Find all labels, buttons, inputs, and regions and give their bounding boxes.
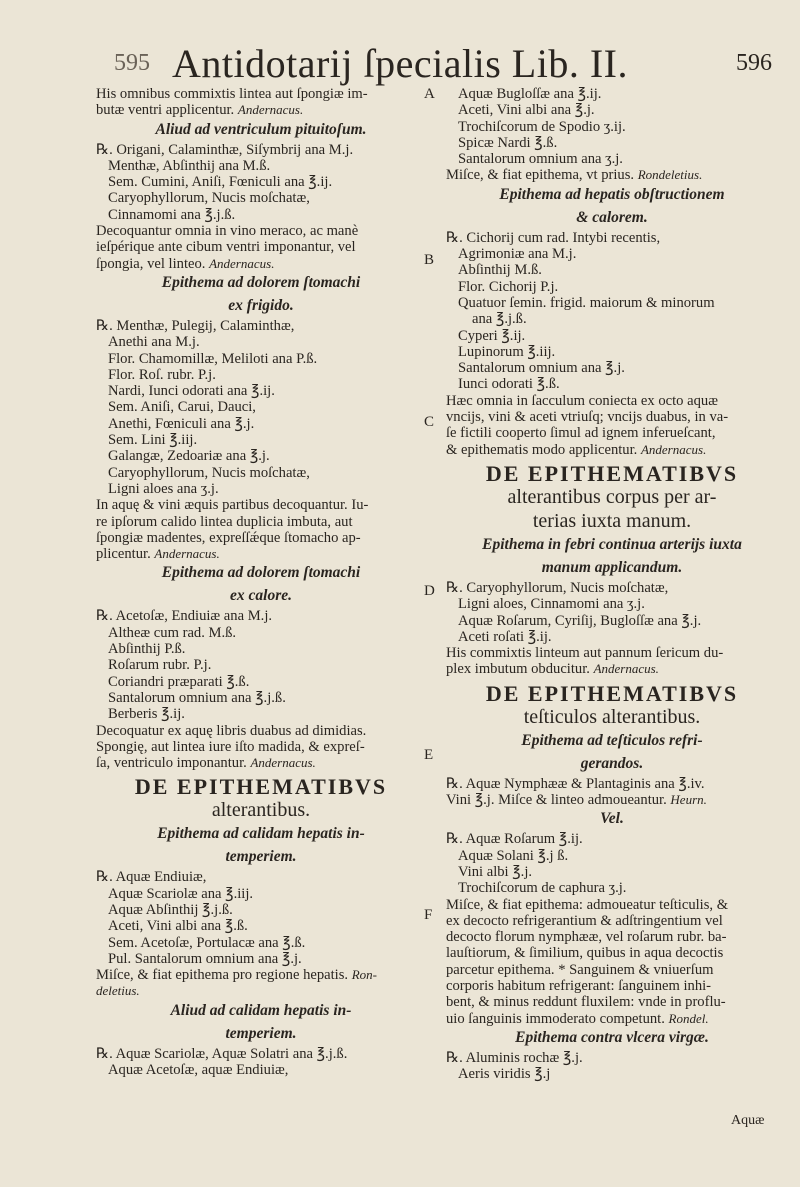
line-text: decocto florum nymphææ, vel roſarum rubr. ba- (446, 929, 727, 946)
margin-marker-e: E (424, 747, 434, 763)
line-text: Menthæ, Abſinthij ana M.ß. (108, 157, 271, 174)
line-text: alterantibus. (211, 799, 311, 822)
recipe-line (96, 902, 426, 918)
recipe-line (96, 158, 426, 174)
line-text: Vini ℥.j. Miſce & linteo admoueantur. (446, 792, 667, 809)
line-text: Epithema ad calidam hepatis in- (157, 825, 365, 843)
line-text: ſpongiæ madentes, expreſſǽque ſtomacho ap- (96, 529, 361, 546)
author-citation: Andernacus. (250, 755, 316, 771)
text-line (96, 256, 426, 272)
text-line (96, 223, 426, 239)
section-heading (96, 823, 426, 846)
line-text: Anethi ana M.j. (108, 334, 200, 351)
text-line (446, 776, 778, 792)
chapter-subheading (446, 486, 778, 508)
left-column (96, 86, 426, 1078)
chapter-subheading (96, 799, 426, 821)
recipe-line (96, 641, 426, 657)
line-text: Altheæ cum rad. M.ß. (108, 624, 237, 641)
recipe-line (446, 151, 778, 167)
section-heading (446, 808, 778, 831)
line-text: Miſce, & fiat epithema: admoueatur teſticulis, & (446, 896, 729, 913)
line-text: ſe fictili cooperto ſimul ad ignem inferueſcant, (446, 425, 716, 442)
line-text: ℞. Aquæ Nymphææ & Plantaginis ana ℥.iv. (446, 775, 705, 792)
recipe-line (96, 625, 426, 641)
line-text: Galangæ, Zedoariæ ana ℥.j. (108, 448, 270, 465)
author-citation: Andernacus. (593, 661, 659, 677)
line-text: Flor. Roſ. rubr. P.j. (108, 366, 216, 383)
line-text: ℞. Menthæ, Pulegij, Calaminthæ, (96, 317, 295, 334)
recipe-line (96, 334, 426, 350)
text-line (96, 739, 426, 755)
line-text: Berberis ℥.ij. (108, 706, 185, 723)
text-line (446, 962, 778, 978)
line-text: Aquæ Acetoſæ, aquæ Endiuiæ, (108, 1062, 289, 1079)
line-text: ieſpérique ante cibum ventri imponantur, vel (96, 239, 356, 256)
recipe-line (446, 848, 778, 864)
line-text: & calorem. (576, 208, 648, 226)
text-line (96, 514, 426, 530)
recipe-line (446, 880, 778, 896)
line-text: Aquæ Roſarum, Cyriſij, Bugloſſæ ana ℥.j. (458, 612, 702, 629)
margin-marker-c: C (424, 414, 435, 430)
line-text: Santalorum omnium ana ℥.j. (458, 360, 625, 377)
text-line (96, 102, 426, 118)
line-text: Sem. Cumini, Aniſi, Fœniculi ana ℥.ij. (108, 174, 333, 191)
line-text: Aquæ Solani ℥.j ß. (458, 847, 569, 864)
text-line (446, 409, 778, 425)
text-line (446, 580, 778, 596)
chapter-heading (446, 462, 778, 486)
line-text: His commixtis linteum aut pannum ſericum du- (446, 645, 724, 662)
author-citation: Andernacus. (640, 441, 707, 457)
recipe-line (446, 360, 778, 376)
author-citation: Rondeletius. (637, 167, 703, 183)
line-text: Agrimoniæ ana M.j. (458, 246, 577, 263)
line-text: Flor. Cichorij P.j. (458, 278, 559, 295)
line-text: Epithema ad teſticulos refri- (521, 731, 703, 749)
line-text: Cyperi ℥.ij. (458, 327, 526, 344)
author-citation: Ron- (351, 967, 378, 983)
text-line (96, 723, 426, 739)
text-line (96, 86, 426, 102)
section-heading (96, 1000, 426, 1023)
recipe-line (446, 135, 778, 151)
line-text: ſa, ventriculo imponantur. (96, 755, 247, 772)
line-text: ex frigido. (228, 296, 294, 314)
line-text: Hæc omnia in ſacculum coniecta ex octo aquæ (446, 392, 718, 409)
margin-marker-a: A (424, 86, 435, 102)
line-text: Decoquantur omnia in vino meraco, ac manè (96, 223, 359, 240)
line-text: Ligni aloes, Cinnamomi ana ʒ.j. (458, 596, 645, 613)
chapter-heading (96, 775, 426, 799)
line-text: In aquę & vini æquis partibus decoquantur. Iu- (96, 497, 369, 514)
text-line (96, 869, 426, 885)
section-heading (446, 730, 778, 753)
recipe-line (96, 886, 426, 902)
recipe-line (446, 344, 778, 360)
text-line (446, 393, 778, 409)
line-text: ℞. Caryophyllorum, Nucis moſchatæ, (446, 579, 669, 596)
line-text: Vini albi ℥.j. (458, 863, 533, 880)
line-text: Lupinorum ℥.iij. (458, 343, 556, 360)
recipe-line (96, 367, 426, 383)
section-heading (446, 753, 778, 776)
recipe-line (96, 174, 426, 190)
line-text: Epithema in febri continua arterijs iuxta (482, 535, 742, 553)
line-text: alterantibus corpus per ar- (507, 485, 717, 508)
section-heading (96, 119, 426, 142)
author-citation: Heurn. (670, 792, 707, 808)
line-text: Epithema contra vlcera virgæ. (515, 1028, 709, 1046)
line-text: Aliud ad ventriculum pituitoſum. (155, 120, 367, 138)
line-text: Epithema ad dolorem ſtomachi (161, 564, 361, 582)
text-line (446, 167, 778, 183)
line-text: Epithema ad hepatis obſtructionem (499, 185, 725, 203)
line-text: ℞. Aquæ Scariolæ, Aquæ Solatri ana ℥.j.ß. (96, 1045, 348, 1062)
line-text: Santalorum omnium ana ℥.j.ß. (108, 689, 286, 706)
author-citation: Andernacus. (237, 102, 304, 118)
line-text: plex imbutum obducitur. (446, 661, 590, 678)
line-text: Decoquatur ex aquę libris duabus ad dimidias. (96, 722, 367, 739)
line-text: Quatuor ſemin. frigid. maiorum & minorum (458, 294, 715, 311)
author-citation: Andernacus. (209, 255, 275, 271)
line-text: bent, & minus reddunt fluxilem: vnde in proflu- (446, 994, 726, 1011)
line-text: teſticulos alterantibus. (523, 705, 701, 728)
line-text: Aceti, Vini albi ana ℥.j. (458, 102, 595, 119)
author-citation: deletius. (96, 983, 140, 999)
line-text: re ipſorum calido lintea duplicia imbuta, aut (96, 513, 353, 530)
line-text: Nardi, Iunci odorati ana ℥.ij. (108, 383, 275, 400)
line-text: uio ſanguinis immoderato competunt. (446, 1010, 665, 1027)
line-text: Abſinthij M.ß. (458, 262, 542, 279)
text-line (446, 230, 778, 246)
recipe-line (446, 295, 778, 311)
recipe-line (446, 596, 778, 612)
recipe-line (96, 481, 426, 497)
recipe-line (446, 119, 778, 135)
recipe-line (96, 690, 426, 706)
chapter-heading (446, 682, 778, 706)
section-heading (96, 295, 426, 318)
line-text: ℞. Cichorij cum rad. Intybi recentis, (446, 229, 661, 246)
line-text: Miſce, & fiat epithema, vt prius. (446, 167, 635, 184)
recipe-line (96, 706, 426, 722)
line-text: butæ ventri applicentur. (96, 102, 235, 119)
line-text: ℞. Aquæ Endiuiæ, (96, 869, 207, 886)
page-number-right: 596 (736, 50, 772, 76)
line-text: DE EPITHEMATIBVS (485, 460, 739, 486)
text-line (446, 645, 778, 661)
line-text: ex calore. (230, 587, 292, 605)
line-text: Anethi, Fœniculi ana ℥.j. (108, 415, 255, 432)
line-text: & epithematis modo applicentur. (446, 441, 638, 458)
recipe-line (96, 951, 426, 967)
section-heading (446, 1027, 778, 1050)
line-text: Vel. (600, 810, 624, 828)
section-heading (96, 1023, 426, 1046)
recipe-line (96, 448, 426, 464)
recipe-line (96, 399, 426, 415)
text-line (446, 913, 778, 929)
text-line (446, 792, 778, 808)
recipe-line (446, 629, 778, 645)
line-text: Caryophyllorum, Nucis moſchatæ, (108, 190, 310, 207)
line-text: gerandos. (580, 754, 644, 772)
line-text: Trochiſcorum de caphura ʒ.j. (458, 880, 627, 897)
margin-marker-f: F (424, 907, 433, 923)
text-line (96, 967, 426, 983)
recipe-line (446, 86, 778, 102)
right-column (446, 86, 778, 1082)
margin-marker-d: D (424, 583, 435, 599)
line-text: Ligni aloes ana ʒ.j. (108, 480, 219, 497)
line-text: Aceti roſati ℥.ij. (458, 628, 552, 645)
recipe-line (446, 864, 778, 880)
text-line (96, 142, 426, 158)
line-text: ℞. Aquæ Roſarum ℥.ij. (446, 831, 583, 848)
line-text: Aliud ad calidam hepatis in- (170, 1001, 352, 1019)
line-text: ℞. Acetoſæ, Endiuiæ ana M.j. (96, 608, 273, 625)
recipe-line (96, 1062, 426, 1078)
line-text: Epithema ad dolorem ſtomachi (161, 273, 361, 291)
section-heading (96, 846, 426, 869)
line-text: Flor. Chamomillæ, Meliloti ana P.ß. (108, 350, 318, 367)
line-text: Aquæ Scariolæ ana ℥.iij. (108, 885, 254, 902)
line-text: Iunci odorati ℥.ß. (458, 376, 560, 393)
recipe-line (96, 465, 426, 481)
text-line (446, 929, 778, 945)
running-title: Antidotarij ſpecialis Lib. II. (172, 41, 628, 86)
line-text: DE EPITHEMATIBVS (134, 774, 388, 800)
line-text: parcetur epithema. * Sanguinem & vniuerſum (446, 961, 714, 978)
recipe-line (446, 102, 778, 118)
line-text: Cinnamomi ana ℥.j.ß. (108, 206, 236, 223)
line-text: ex decocto refrigerantium & adſtringentium vel (446, 912, 723, 929)
text-line (446, 994, 778, 1010)
text-line (96, 983, 426, 999)
line-text: ℞. Origani, Calaminthæ, Siſymbrij ana M.j. (96, 141, 354, 158)
line-text: Aquæ Abſinthij ℥.j.ß. (108, 901, 233, 918)
author-citation: Rondel. (668, 1010, 709, 1026)
line-text: terias iuxta manum. (532, 509, 692, 532)
recipe-line (96, 657, 426, 673)
line-text: DE EPITHEMATIBVS (485, 680, 739, 706)
text-line (446, 425, 778, 441)
text-line (96, 239, 426, 255)
recipe-line (446, 1066, 778, 1082)
recipe-line (446, 328, 778, 344)
section-heading (446, 534, 778, 557)
line-text: Trochiſcorum de Spodio ʒ.ij. (458, 118, 626, 135)
recipe-line (96, 351, 426, 367)
text-line (96, 1046, 426, 1062)
recipe-line (96, 674, 426, 690)
line-text: Spongię, aut lintea iure iſto madida, & expreſ- (96, 738, 365, 755)
recipe-line (96, 432, 426, 448)
line-text: ℞. Aluminis rochæ ℥.j. (446, 1049, 583, 1066)
section-heading (96, 272, 426, 295)
text-line (446, 1011, 778, 1027)
recipe-line (96, 190, 426, 206)
chapter-subheading (446, 510, 778, 532)
line-text: Abſinthij P.ß. (108, 641, 186, 658)
text-line (446, 1050, 778, 1066)
section-heading (96, 585, 426, 608)
recipe-line (446, 279, 778, 295)
catchword: Aquæ (731, 1113, 765, 1128)
text-line (96, 318, 426, 334)
line-text: plicentur. (96, 546, 151, 563)
chapter-subheading (446, 706, 778, 728)
line-text: Aquæ Bugloſſæ ana ℥.ij. (458, 86, 602, 102)
text-line (446, 945, 778, 961)
text-line (446, 978, 778, 994)
section-heading (96, 562, 426, 585)
recipe-line (446, 311, 778, 327)
recipe-line (446, 262, 778, 278)
text-line (446, 442, 778, 458)
line-text: temperiem. (225, 848, 297, 866)
line-text: corporis habitum refrigerant: ſanguinem inhi- (446, 977, 712, 994)
line-text: Pul. Santalorum omnium ana ℥.j. (108, 950, 302, 967)
line-text: ana ℥.j.ß. (472, 311, 527, 328)
line-text: manum applicandum. (541, 558, 683, 576)
page-number-left: 595 (114, 50, 150, 76)
line-text: ſpongia, vel linteo. (96, 255, 206, 272)
recipe-line (96, 416, 426, 432)
text-line (96, 546, 426, 562)
text-line (446, 897, 778, 913)
margin-marker-b: B (424, 252, 435, 268)
section-heading (446, 557, 778, 580)
recipe-line (96, 918, 426, 934)
line-text: Aceti, Vini albi ana ℥.ß. (108, 918, 248, 935)
line-text: temperiem. (225, 1024, 297, 1042)
line-text: Sem. Aniſi, Carui, Dauci, (108, 399, 256, 416)
line-text: His omnibus commixtis lintea aut ſpongiæ im- (96, 86, 368, 102)
recipe-line (96, 207, 426, 223)
recipe-line (446, 376, 778, 392)
recipe-line (96, 935, 426, 951)
line-text: Sem. Lini ℥.iij. (108, 432, 198, 449)
text-line (446, 831, 778, 847)
recipe-line (446, 613, 778, 629)
section-heading (446, 207, 778, 230)
line-text: Aeris viridis ℥.j (458, 1066, 551, 1083)
text-line (446, 661, 778, 677)
line-text: Santalorum omnium ana ʒ.j. (458, 151, 623, 168)
line-text: Coriandri præparati ℥.ß. (108, 673, 250, 690)
text-line (96, 608, 426, 624)
text-line (96, 530, 426, 546)
text-line (96, 755, 426, 771)
author-citation: Andernacus. (154, 546, 220, 562)
line-text: Miſce, & fiat epithema pro regione hepatis. (96, 967, 349, 984)
recipe-line (446, 246, 778, 262)
line-text: Sem. Acetoſæ, Portulacæ ana ℥.ß. (108, 934, 306, 951)
section-heading (446, 184, 778, 207)
line-text: Caryophyllorum, Nucis moſchatæ, (108, 464, 310, 481)
page-header (0, 40, 800, 88)
line-text: lauſtiorum, & ſimilium, quibus in aqua decoctis (446, 945, 724, 962)
recipe-line (96, 383, 426, 399)
line-text: vncijs, vini & aceti vtriuſq; vncijs duabus, in va- (446, 409, 729, 426)
text-line (96, 497, 426, 513)
line-text: Roſarum rubr. P.j. (108, 657, 212, 674)
line-text: Spicæ Nardi ℥.ß. (458, 134, 558, 151)
